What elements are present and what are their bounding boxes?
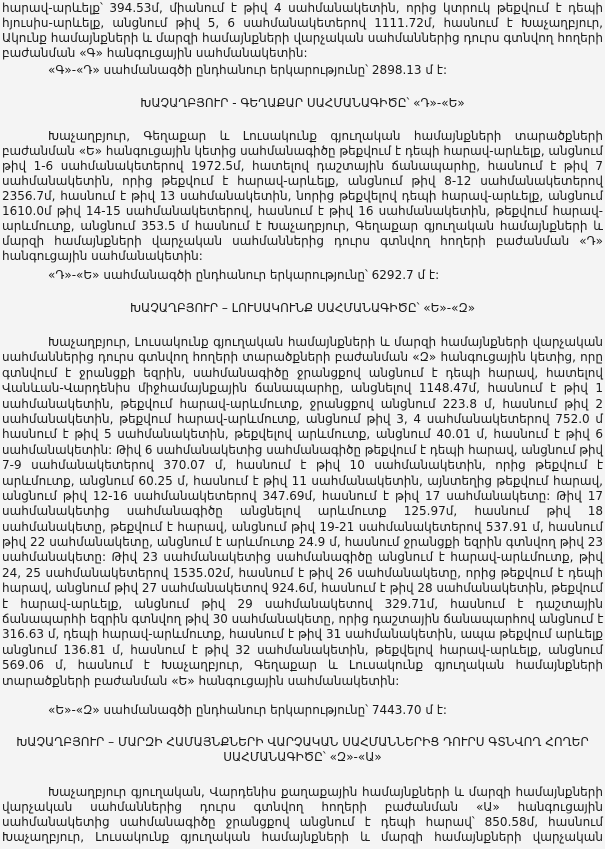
text-line: անցնում թիվ 12-16 սահմանակետերով 347.69մ, հասնում է թիվ 17 սահմանակետը: Թիվ 17 xyxy=(2,488,603,503)
section-heading-z-a-line1: ԽԱՉԱՂԲՅՈՒՐ – ՄԱՐԶԻ ՀԱՄԱՅՆՔՆԵՐԻ ՎԱՐՉԱԿԱՆ ՍԱՀՄԱՆՆԵՐԻՑ ԴՈՒՐՍ ԳՏՆՎՈՂ ՀՈՂԵՐ xyxy=(16,735,589,749)
text-line: 7-9 սահմանակետերով 370.07 մ, հասնում է թիվ 10 սահմանակետին, որից թեքվում է xyxy=(2,458,603,473)
text-line: սահմանակետին, թեքվում հարավ-արևմուտք, անցնում թիվ 3, 4 սահմանակետերով 752.0 մ xyxy=(2,411,603,426)
text-line: հանգուցային սահմանակետին: xyxy=(2,249,203,263)
text-line: թիվ 1-6 սահմանակետերով 1972.5մ, հատելով դաշտային ճանապարհը, հասնում է թիվ 7 xyxy=(2,159,603,173)
text-line: բաժանման «Ե» հանգուցային կետից սահմանագիծը թեքվում է դեպի հարավ-արևելք, անցնում xyxy=(2,144,603,158)
section-heading-d-e: ԽԱՉԱՂԲՅՈՒՐ - ԳԵՂԱՔԱՐ ՍԱՀՄԱՆԱԳԻԾԸ՝ «Դ»-«Ե» xyxy=(140,96,465,110)
summary-e-z: «Ե»-«Զ» սահմանագծի ընդհանուր երկարությունը՝ 7443.70 մ է: xyxy=(48,703,447,717)
text-line: գտնվում է ջրանցքի եզրին, սահմանագիծը ջրանցքով անցնում է դեպի հարավ, հատելով xyxy=(2,365,603,380)
text-line: 2356.7մ, հասնում է թիվ 13 սահմանակետին, նորից թեքվելով դեպի հարավ-արևելք, անցնում xyxy=(2,189,603,203)
text-line: հասնում է թիվ 5 սահմանակետին, թեքվելով արևմուտք, անցնում 40.01 մ, հասնում է թիվ 6 xyxy=(2,427,603,442)
text-line: սահմանակետից սահմանագիծը ջրանցքով անցնում է դեպի հարավ՝ 850.58մ, հասնում xyxy=(2,815,603,829)
section-heading-e-z: ԽԱՉԱՂԲՅՈՒՐ – ԼՈՒՍԱԿՈՒՆՔ ՍԱՀՄԱՆԱԳԻԾԸ՝ «Ե»-«Զ» xyxy=(129,301,476,315)
text-line: թիվ 22 սահմանակետը, անցնում է արևմուտք 24.9 մ, հասնում ջրանցքի եզրին գտնվող թիվ 23 xyxy=(2,535,603,550)
text-line: հարավ, անցնում թիվ 27 սահմանակետով 924.6մ, հասնում է թիվ 28 սահմանակետին, թեքվում xyxy=(2,581,603,596)
text-line: Վանևան-Վարդենիս միջհամայնքային ճանապարհը, անցնելով 1148.47մ, հասնում է թիվ 1 xyxy=(2,381,603,396)
text-line: սահմանակետը, թեքվում է հարավ, անցնում թիվ 19-21 սահմանակետերով 537.91 մ, հասնում xyxy=(2,519,603,534)
text-line: Ակունք համայնքների և մարզի համայնքների վարչական սահմաններից դուրս գտնվող հողերի xyxy=(2,31,603,45)
text-line: 24, 25 սահմանակետերով 1535.02մ, հասնում է թիվ 26 սահմանակետը, որից թեքվում է դեպի xyxy=(2,565,603,580)
text-line: 569.06 մ, հասնում է Խաչաղբյուր, Գեղաքար և Լուսակունք գյուղական համայնքների xyxy=(2,658,603,673)
text-line: արևմուտք, անցնում 60.25 մ, հասնում է թիվ 11 սահմանակետին, այնտեղից թեքվում հարավ, xyxy=(2,473,603,488)
text-line: տարածքների բաժանման «Ե» հանգուցային սահմանակետին: xyxy=(2,673,400,688)
text-line: Խաչաղբյուր, Լուսակունք գյուղական համայնքների և մարզի համայնքների վարչական xyxy=(2,830,603,844)
text-line: ճանապարհի եզրին գտնվող թիվ 30 սահմանակետը, որից դաշտային ճանապարհով անցնում է xyxy=(2,612,604,627)
text-line: բաժանման «Գ» հանգուցային սահմանակետին: xyxy=(2,46,308,60)
text-line: Խաչաղբյուր, Գեղաքար և Լուսակունք գյուղական համայնքների տարածքների xyxy=(48,129,603,143)
text-line: 1610.0մ թիվ 14-15 սահմանակետերով, հասնում է թիվ 16 սահմանակետին, թեքվում հարավ- xyxy=(2,204,603,218)
text-line: սահմանակետին, թեքվում հարավ-արևմուտք, ջրանցքով անցնում 223.8 մ, հասնում թիվ 2 xyxy=(2,396,603,411)
text-line: Խաչաղբյուր, Լուսակունք գյուղական համայնքների և մարզի համայնքների վարչական xyxy=(48,335,603,349)
text-line: հյուսիս-արևելք, անցնում թիվ 5, 6 սահմանակետերով 1111.72մ, հասնում է Խաչաղբյուր, xyxy=(2,16,603,30)
text-line: վարչական սահմաններից դուրս գտնվող հողերի բաժանման «Ա» հանգուցային xyxy=(2,800,603,814)
section-heading-z-a-line2: ՍԱՀՄԱՆԱԳԻԾԸ՝ «Զ»-«Ա» xyxy=(223,750,382,764)
paragraph-d-e xyxy=(2,129,603,264)
paragraph-e-z xyxy=(2,335,603,689)
text-line: սահմանակետից սահմանագիծը անցնելով արևմուտք 125.97մ, հասնում թիվ 18 xyxy=(2,504,603,519)
text-line: սահմանակետին: Թիվ 6 սահմանակետից սահմանագիծը թեքվում է դեպի հարավ, անցնում թիվ xyxy=(2,442,603,457)
text-line: սահմաններից դուրս գտնվող հողերի տարածքների բաժանման «Զ» հանգուցային կետից, որը xyxy=(2,350,603,365)
text-line: սահմանակետը: Թիվ 23 սահմանակետից սահմանագիծը անցնում է հարավ-արևմուտք, թիվ xyxy=(2,550,603,565)
summary-d-e: «Դ»-«Ե» սահմանագծի ընդհանուր երկարությունը՝ 6292.7 մ է: xyxy=(48,268,440,282)
text-line: սահմանակետին, որից թեքվում է հարավ-արևելք, անցնում թիվ 8-12 սահմանակետերով xyxy=(2,174,603,188)
text-line: Խաչաղբյուր գյուղական, Վարդենիս քաղաքային համայնքների և մարզի համայնքների xyxy=(48,785,603,799)
paragraph-z-a xyxy=(2,785,603,845)
paragraph-continuation xyxy=(2,1,603,61)
text-line: մարզի համայնքների վարչական սահմաններից դուրս գտնվող հողերի բաժանման «Դ» xyxy=(2,234,603,248)
text-line: 316.63 մ, դեպի հարավ-արևմուտք, հասնում է թիվ 31 սահմանակետին, ապա թեքվում արևելք xyxy=(2,627,603,642)
text-line: հարավ-արևելք՝ 394.53մ, միանում է թիվ 4 սահմանակետին, որից կտրուկ թեքվում է դեպի xyxy=(2,1,603,15)
text-line: անցնում 136.81 մ, հասնում է թիվ 32 սահմանակետին, թեքվելով հարավ-արևելք, անցնում xyxy=(2,642,603,657)
text-line: է հարավ-արևելք, անցնում թիվ 29 սահմանակետով 329.71մ, հասնում է դաշտային xyxy=(2,596,603,611)
text-line: արևմուտք, անցնում 353.5 մ հասնում է Խաչաղբյուր, Գեղաքար գյուղական համայնքների և xyxy=(2,219,603,233)
summary-g-d: «Գ»-«Դ» սահմանագծի ընդհանուր երկարությունը՝ 2898.13 մ է: xyxy=(48,63,447,77)
